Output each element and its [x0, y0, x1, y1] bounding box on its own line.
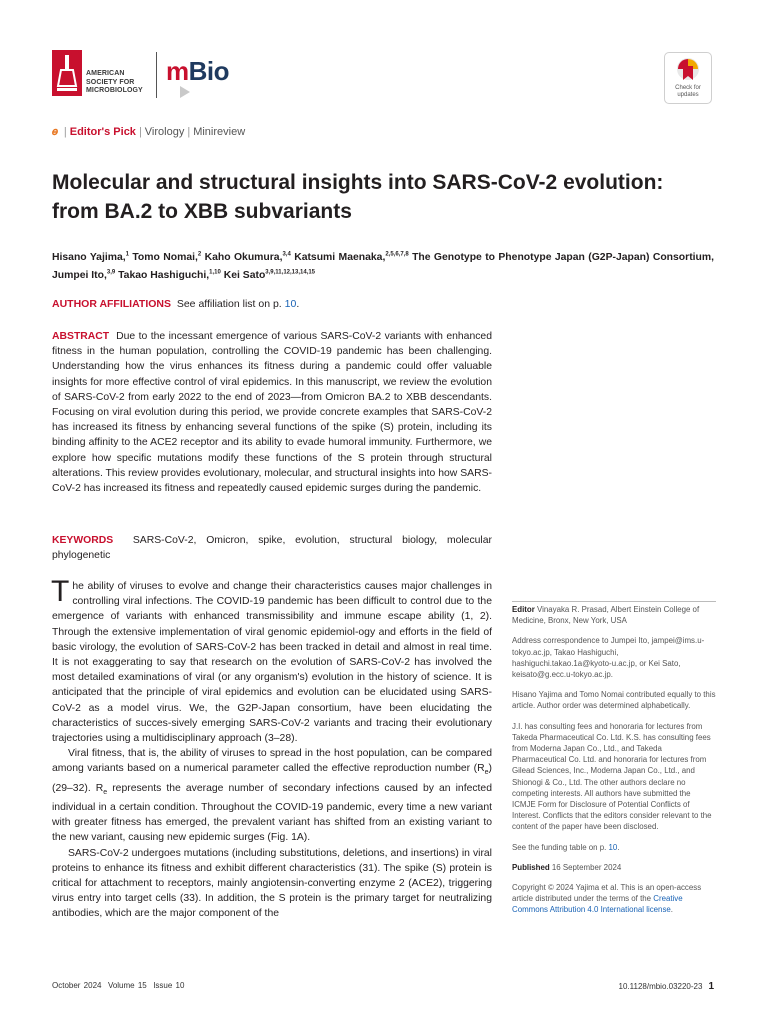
keywords: [52, 533, 492, 563]
abstract-text: Due to the incessant emergence of various SARS-CoV-2 variants with enhanced fitness in the human population, controlling the COVID-19 pandemic has been challenging. Understanding how the virus enhances its fitness during a pandemic could offer valuable insights for more effective control of viral epidemics. In this manuscript, we review the evolution of SARS-CoV-2 from early 2022 to the end of 2023—from Omicron BA.2 to XBB descendants. Focusing on viral evolution during this period, we provide concrete examples that SARS-CoV-2 has increased its fitness by enhancing several functions of the spike (S) protein, including its binding affinity to the ACE2 receptor and its ability to evade humoral immunity. Furthermore, we explore how specific mutations modify these functions of the S protein through structural alterations. This review provides evolutionary, molecular, and structural insights into how SARS-CoV-2 has increased its fitness and repeatedly caused epidemic surges during the pandemic.: [52, 331, 492, 495]
article-kicker: 𝑒 | Editor's Pick | Virology | Minireview: [52, 126, 246, 138]
funding-page-link[interactable]: 10: [608, 842, 618, 852]
affiliations-label: AUTHOR AFFILIATIONS: [52, 298, 171, 310]
author-list: [52, 248, 714, 284]
doi-link[interactable]: 10.1128/mbio.03220-23: [618, 982, 703, 991]
page-number: 1: [708, 981, 714, 992]
published-date: Published 16 September 2024: [512, 862, 622, 872]
editor-info: Editor Vinayaka R. Prasad, Albert Einstein College of Medicine, Bronx, New York, USA: [512, 605, 700, 626]
correspondence-info: Address correspondence to Jumpei Ito, jampei@ims.u-tokyo.ac.jp, Takao Hashiguchi, hashiguchi.takao.1a@kyoto-u.ac.jp, or Kei Sato, keisato@g.ecc.u-tokyo.ac.jp.: [512, 636, 705, 680]
article-type-label: Minireview: [193, 126, 246, 138]
bookmark-ribbon-icon: [676, 57, 700, 83]
asm-wordmark: AMERICAN SOCIETY FOR MICROBIOLOGY: [86, 70, 143, 95]
drop-cap: T: [51, 575, 70, 608]
article-title: Molecular and structural insights into SARS-CoV-2 evolution: from BA.2 to XBB subvariants: [52, 171, 664, 223]
conflicts-note: J.I. has consulting fees and honoraria for lectures from Takeda Pharmaceutical Co. Ltd. K.S. has consulting fees from Moderna Japan Co., Ltd., and Takeda Pharmaceutical Co. Ltd. and honoraria for lectures from Gilead Sciences, Inc., Moderna Japan Co., Ltd., and Shionogi & Co., Ltd. The other authors declare no competing interests. All authors have submitted the ICMJE Form for Disclosure of Potential Conflicts of Interest. Conflicts that the editors consider relevant to the content of the paper have been disclosed.: [512, 721, 712, 832]
check-updates-label: Check for updates: [675, 85, 701, 98]
footer-issue-info: October 2024 Volume 15 Issue 10: [52, 981, 185, 990]
body-paragraph: Viral fitness, that is, the ability of viruses to spread in the host population, can be compared among variants based on a numerical parameter called the effective reproduction number $(R_e)$ (29–32). $R_e$ represents the average number of secondary infections caused by an infected individual in a certain condition. Throughout the COVID-19 pandemic, every time a new variant with greater fitness has emerged, the prevalent variant has shifted from an existing variant to the new variant, causing new epidemic surges (Fig. 1A).: [52, 748, 492, 844]
open-access-lock-icon: 𝑒: [52, 126, 58, 138]
author: Hisano Yajima,$^1$: [52, 252, 129, 264]
abstract: [52, 329, 492, 496]
section-label[interactable]: Virology: [144, 126, 185, 138]
body-paragraph: The ability of viruses to evolve and change their characteristics causes major challenges in controlling viral infections. The COVID-19 pandemic has been difficult to control due to the emergence of variants with enhanced transmissibility and immune escape ability (1, 2). Through the extensive implementation of viral genomic epidemiol-ogy and efforts in the field of basic virology, the evolution of SARS-CoV-2 has been tracked in detail and almost in real time. It is not exaggerating to say that research on the evolution of SARS-CoV-2 has involved the most detailed examinations of viral (or any organism's) evolution in the history of science. It is anticipated that the principle of viral epidemics and evolution can be elucidated using SARS-CoV-2 as a model virus. We, the G2P-Japan consortium, have been elucidating the characteristics of succes-sively emerging SARS-CoV-2 variants and tracing their evolutionary trajectories using a multidisciplinary approach (3–28).: [51, 575, 492, 745]
license-link[interactable]: Creative Commons Attribution 4.0 International license: [512, 894, 683, 915]
footer-doi: [619, 981, 714, 992]
asm-logo: [52, 50, 152, 100]
author: Katsumi Maenaka,$^{2,5,6,7,8}$: [294, 252, 409, 264]
editors-pick-label: Editor's Pick: [69, 126, 136, 138]
author: The Genotype to Phenotype Japan (G2P-Japan) Consortium, Jumpei Ito,$^{3,9}$: [52, 252, 715, 282]
keywords-text: SARS-CoV-2, Omicron, spike, evolution, structural biology, molecular phylogenetic: [52, 535, 492, 562]
author: Takao Hashiguchi,$^{1,10}$: [118, 269, 221, 282]
funding-note: See the funding table on p. 10.: [512, 842, 620, 852]
copyright-note: Copyright © 2024 Yajima et al. This is an open-access article distributed under the terms of the Creative Commons Attribution 4.0 International license.: [512, 883, 702, 915]
body-text: [51, 575, 492, 922]
author: Tomo Nomai,$^2$: [132, 252, 202, 264]
article-info-sidebar: [512, 601, 716, 925]
equal-contribution-note: Hisano Yajima and Tomo Nomai contributed equally to this article. Author order was determined alphabetically.: [512, 690, 716, 711]
mbio-logo: mBio: [166, 56, 230, 86]
abstract-label: ABSTRACT: [52, 331, 110, 342]
author: Kei Sato$^{3,9,11,12,13,14,15}$: [223, 269, 316, 282]
keywords-label: KEYWORDS: [52, 535, 114, 546]
asm-emblem-icon: [52, 50, 82, 96]
check-for-updates-badge[interactable]: [664, 52, 712, 104]
author-affiliations: AUTHOR AFFILIATIONS See affiliation list on p. 10.: [52, 298, 300, 310]
mbio-triangle-icon: [180, 86, 190, 98]
author: Kaho Okumura,$^{3,4}$: [204, 252, 291, 264]
affiliations-page-link[interactable]: 10: [284, 298, 297, 310]
body-paragraph: SARS-CoV-2 undergoes mutations (including substitutions, deletions, and insertions) in viral proteins to enhance its fitness and exhibit different characteristics (31). The spike (S) protein is critical for attachment to receptors, mainly angiotensin-converting enzyme 2 (ACE2), triggering virus entry into target cells (33). In addition, the S protein is the primary target for neutralizing antibodies, which are the major component of the: [52, 847, 492, 920]
logo-divider: [156, 52, 157, 98]
